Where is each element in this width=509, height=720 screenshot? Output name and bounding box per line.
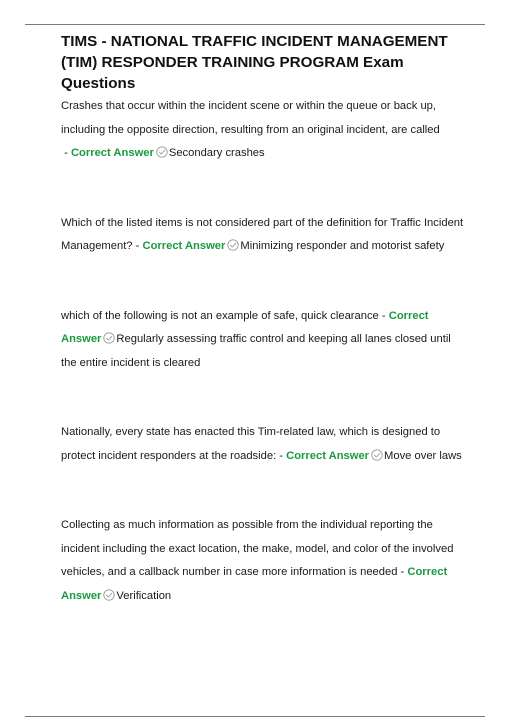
separator: - bbox=[61, 147, 71, 159]
qa-item-5 bbox=[61, 514, 466, 608]
question-text: Collecting as much information as possible from the individual reporting the incident including the exact location, the make, model, and color of the involved vehicles, and a callback number in case more information is needed bbox=[61, 519, 454, 578]
answer-text: Secondary crashes bbox=[168, 147, 265, 159]
answer-text: Move over laws bbox=[384, 449, 462, 462]
separator: - bbox=[132, 240, 143, 252]
question-text: Nationally, every state has enacted this Tim-related law, which is designed to protect incident responders at the roadside: bbox=[61, 426, 441, 462]
separator: - bbox=[378, 309, 389, 322]
qa-item-3 bbox=[61, 305, 466, 376]
check-circle-icon bbox=[227, 239, 239, 251]
check-circle-icon bbox=[371, 449, 383, 461]
qa-item-1 bbox=[61, 95, 466, 166]
qa-item-4 bbox=[61, 421, 466, 468]
separator: - bbox=[397, 566, 408, 578]
bottom-rule bbox=[25, 716, 485, 717]
answer-text: Verification bbox=[116, 589, 172, 602]
separator: - bbox=[276, 449, 287, 462]
top-rule bbox=[25, 24, 485, 25]
qa-item-2 bbox=[61, 212, 466, 259]
correct-answer-label: Correct Answer bbox=[142, 240, 226, 252]
document-title: TIMS - NATIONAL TRAFFIC INCIDENT MANAGEMENT (TIM) RESPONDER TRAINING PROGRAM Exam Questions bbox=[61, 33, 448, 92]
answer-text: Minimizing responder and motorist safety bbox=[240, 240, 445, 252]
correct-answer-label: Correct Answer bbox=[61, 309, 429, 345]
check-circle-icon bbox=[156, 146, 168, 158]
correct-answer-label: Correct Answer bbox=[286, 449, 370, 462]
check-circle-icon bbox=[103, 589, 115, 601]
question-text: which of the following is not an example of safe, quick clearance bbox=[61, 309, 379, 322]
correct-answer-label: Correct Answer bbox=[61, 566, 448, 602]
question-text: Which of the listed items is not considered part of the definition for Traffic Incident Management? bbox=[61, 216, 464, 252]
correct-answer-label: Correct Answer bbox=[70, 147, 154, 159]
answer-text: Regularly assessing traffic control and keeping all lanes closed until the entire incident is cleared bbox=[61, 333, 451, 369]
question-text: Crashes that occur within the incident scene or within the queue or back up, including the opposite direction, resulting from an original incident, are called bbox=[61, 100, 440, 136]
document-body bbox=[61, 31, 466, 608]
check-circle-icon bbox=[103, 332, 115, 344]
